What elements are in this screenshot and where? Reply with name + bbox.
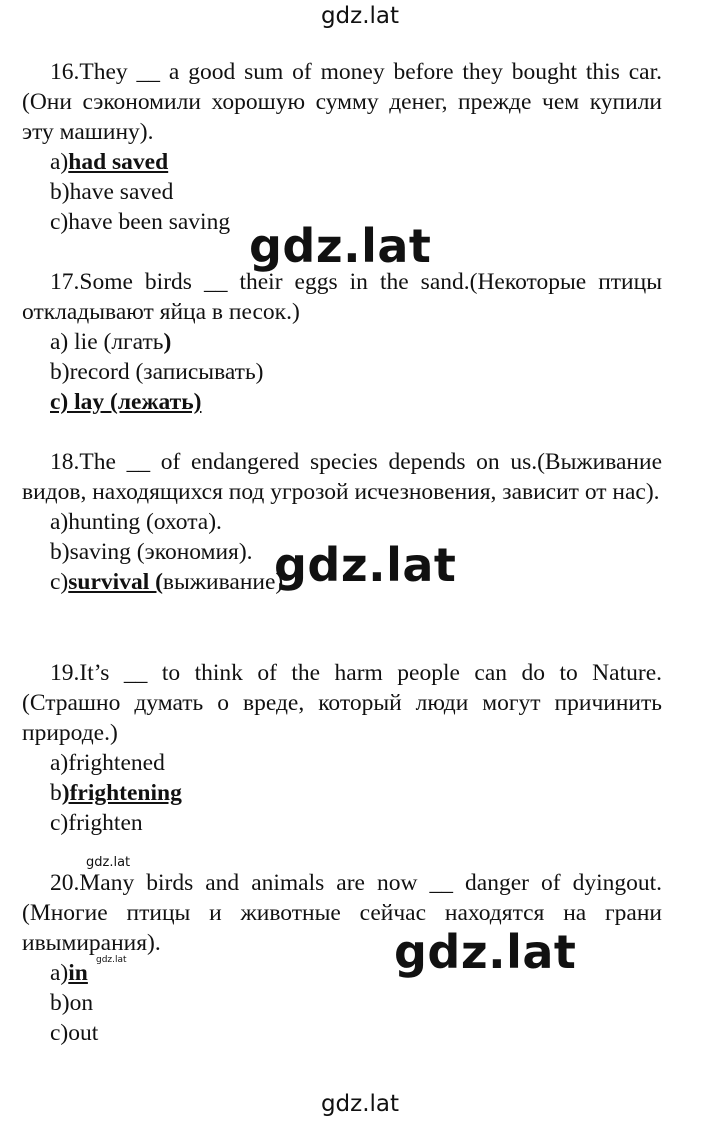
option-c: c)frighten bbox=[50, 810, 143, 836]
watermark-small: gdz.lat bbox=[86, 855, 131, 870]
option-c: c)out bbox=[50, 1020, 99, 1046]
option-a: a)had saved bbox=[50, 149, 169, 175]
option-a: a)frightened bbox=[50, 750, 165, 776]
option-c: c)survival (выживание). bbox=[50, 569, 290, 595]
option-c: c)have been saving bbox=[50, 209, 231, 235]
correct-answer: had saved bbox=[68, 149, 169, 175]
correct-answer: in bbox=[68, 960, 88, 986]
question-text: 18.The __ of endangered species depends on us.(Выживание видов, находящихся под угрозой исчезновения, зависит от нас). bbox=[22, 449, 662, 505]
question-text: 19.It’s __ to think of the harm people can do to Nature.(Страшно думать о вреде, который люди могут причинить природе.) bbox=[22, 660, 662, 746]
option-b: b)have saved bbox=[50, 179, 174, 205]
correct-answer: )frightening bbox=[61, 780, 182, 806]
question-19 bbox=[22, 658, 662, 838]
option-c-correct: c) lay (лежать) bbox=[50, 389, 202, 415]
question-text: 20.Many birds and animals are now __ danger of dyingout.(Многие птицы и животные сейчас находятся на грани ивымирания). bbox=[22, 870, 662, 956]
option-b: b)on bbox=[50, 990, 94, 1016]
option-a: a)hunting (охота). bbox=[50, 509, 222, 535]
option-a: a) lie (лгать) bbox=[50, 329, 172, 355]
option-b: b)saving (экономия). bbox=[50, 539, 253, 565]
watermark-large-2: gdz.lat bbox=[274, 538, 457, 592]
watermark-bottom: gdz.lat bbox=[320, 1091, 400, 1117]
watermark-large-3: gdz.lat bbox=[394, 925, 577, 979]
option-a: a)in bbox=[50, 960, 88, 986]
watermark-top: gdz.lat bbox=[320, 3, 400, 29]
question-text: 16.They __ a good sum of money before they bought this car.(Они сэкономили хорошую сумму денег, прежде чем купили эту машину). bbox=[22, 59, 662, 145]
correct-answer: survival ( bbox=[68, 569, 163, 595]
question-17 bbox=[22, 267, 662, 417]
question-16 bbox=[22, 57, 662, 237]
watermark-tiny: gdz.lat bbox=[96, 955, 127, 965]
question-text: 17.Some birds __ their eggs in the sand.(Некоторые птицы откладывают яйца в песок.) bbox=[22, 269, 662, 325]
option-b: b)frightening bbox=[50, 780, 182, 806]
option-b: b)record (записывать) bbox=[50, 359, 264, 385]
watermark-large-1: gdz.lat bbox=[249, 219, 432, 273]
